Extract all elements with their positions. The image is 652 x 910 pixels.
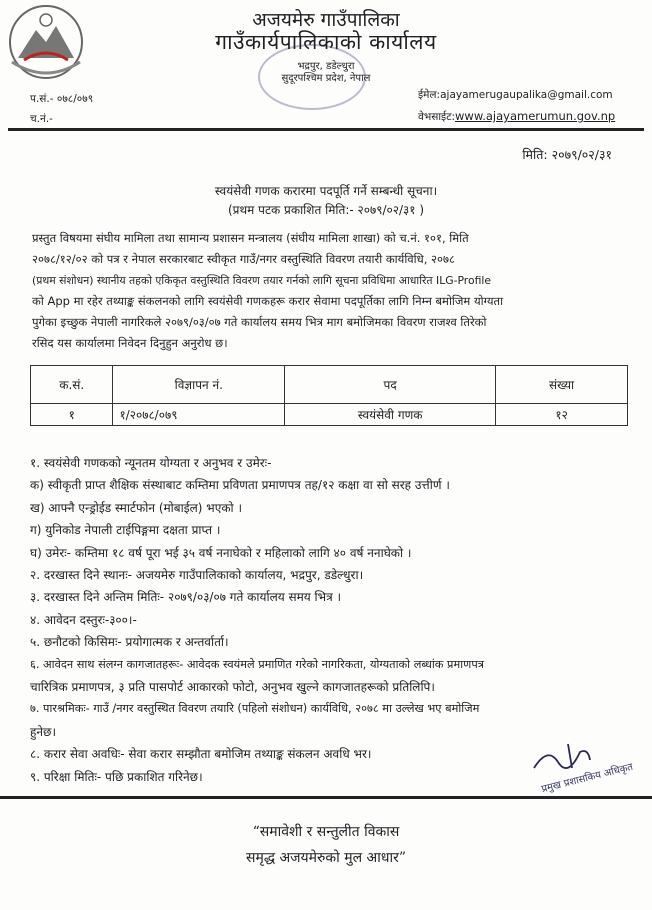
body-line: (प्रथम संशोधन) स्थानीय तहको एकिकृत वस्तुस्थिति विवरण तयार गर्नको लागि सूचना प्रविधिमा आधारित ILG-Profile [32, 274, 492, 287]
list-item: ३. दरखास्त दिने अन्तिम मितिः- २०७९/०३/०७ गते कार्यालय समय भित्र । [30, 590, 342, 605]
notice-body [32, 228, 632, 354]
col-header: संख्या [496, 366, 628, 404]
patra-sankhya: प.सं.- ०७८/०७९ [30, 93, 94, 105]
body-line: २०७८/१२/०२ को पत्र र नेपाल सरकारबाट स्वीकृत गाउँ/नगर वस्तुस्थिति विवरण तयारी कार्यविधि, २०७८ [32, 252, 455, 266]
chalani-number: च.नं.- [30, 113, 53, 125]
table-cell: १ [31, 404, 113, 426]
table-row [31, 404, 628, 426]
table-header-row [31, 366, 628, 404]
website-link[interactable]: www.ajayamerumun.gov.np [455, 109, 616, 123]
list-item: क) स्वीकृती प्राप्त शैक्षिक संस्थाबाट कम्तिमा प्रविणता प्रमाणपत्र तह/१२ कक्षा वा सो सरह उत्तीर्ण । [30, 478, 450, 493]
office-name: गाउँकार्यपालिकाको कार्यालय [215, 30, 437, 54]
list-item: हुनेछ। [30, 724, 56, 739]
address-line-2: सुदूरपश्चिम प्रदेश, नेपाल [281, 73, 371, 84]
slogan-line-1: “समावेशी र सन्तुलीत विकास [252, 824, 400, 840]
col-header: क.सं. [31, 366, 113, 404]
list-item: घ) उमेरः- कम्तिमा १८ वर्ष पूरा भई ३५ वर्ष ननाघेको र महिलाको लागि ४० वर्ष ननाघेको । [30, 545, 412, 560]
slogan-line-2: समृद्ध अजयमेरुको मुल आधार” [246, 850, 406, 866]
header-divider [8, 128, 644, 131]
list-item: २. दरखास्त दिने स्थानः- अजयमेरु गाउँपालिकाको कार्यालय, भद्रपुर, डडेल्धुरा। [30, 568, 364, 583]
list-item: ग) युनिकोड नेपाली टाईपिङ्गमा दक्षता प्राप्त । [30, 523, 221, 538]
notice-title: स्वयंसेवी गणक करारमा पदपूर्ति गर्ने सम्बन्धी सूचना। [214, 184, 438, 198]
website-line [418, 109, 615, 124]
list-item: ७. पारश्रमिकः- गाउँ /नगर वस्तुस्थित विवरण तयारि (पहिलो संशोधन) कार्यविधि, २०७८ मा उल्लेख भए बमोजिम [30, 702, 480, 716]
date-line: मिति: २०७९/०२/३१ [522, 147, 612, 162]
website-label: वेभसाईट: [418, 111, 456, 123]
body-line: रसिद यस कार्यालमा निवेदन दिनुहुन अनुरोध छ। [32, 336, 228, 350]
signatory-title: प्रमुख प्रशासकिय अधिकृत [540, 761, 635, 796]
list-item: ४. आवेदन दस्तुरः-३००।- [30, 612, 137, 627]
municipality-name: अजयमेरु गाउँपालिका [252, 9, 400, 31]
list-item: ९. परिक्षा मितिः- पछि प्रकाशित गरिनेछ। [30, 769, 203, 784]
notice-subtitle: (प्रथम पटक प्रकाशित मिति:- २०७९/०२/३१ ) [227, 203, 425, 217]
address-line-1: भद्रपुर, डडेल्धुरा [297, 61, 355, 72]
table-cell: १/२०७८/०७९ [113, 404, 285, 426]
list-item: १. स्वयंसेवी गणकको न्यूनतम योग्यता र अनुभव र उमेरः- [30, 456, 272, 470]
list-item: चारित्रिक प्रमाणपत्र, ३ प्रति पासपोर्ट आकारको फोटो, अनुभव खुल्ने कागजातहरूको प्रतिलिपि। [30, 680, 435, 695]
list-item: ५. छनौटको किसिमः- प्रयोगात्मक र अन्तर्वार्ता। [30, 635, 229, 650]
body-line: पुगेका इच्छुक नेपाली नागरिकले २०७९/०३/०७ गते कार्यालय समय भित्र माग बमोजिमका विवरण राजश्व तिरेको [32, 315, 487, 329]
list-item: ८. करार सेवा अवधिः- सेवा करार सम्झौता बमोजिम तथ्याङ्क संकलन अवधि भर। [30, 747, 372, 762]
email: ईमेल:ajayamerugaupalika@gmail.com [418, 89, 613, 101]
vacancy-table [30, 365, 628, 426]
body-line: को App मा रहेर तथ्याङ्क संकलनको लागि स्वयंसेवी गणकहरू करार सेवामा पदपूर्तिका लागि निम्न बमोजिम योग्यता [32, 294, 504, 308]
list-item: ६. आवेदन साथ संलग्न कागजातहरूः- आवेदक स्वयंमले प्रमाणित गरेको नागरिकता, योग्यताको लब्धांक प्रमाणपत्र [30, 657, 484, 671]
table-cell: १२ [496, 404, 628, 426]
list-item: ख) आफ्नै एन्ड्रोईड स्मार्टफोन (मोबाईल) भएको । [30, 500, 243, 515]
footer-divider [0, 796, 652, 799]
body-line: प्रस्तुत विषयमा संघीय मामिला तथा सामान्य प्रशासन मन्त्रालय (संघीय मामिला शाखा) को च.नं. १०१, मिति [32, 231, 469, 245]
table-cell: स्वयंसेवी गणक [285, 404, 496, 426]
col-header: पद [285, 366, 496, 404]
col-header: विज्ञापन नं. [113, 366, 285, 404]
